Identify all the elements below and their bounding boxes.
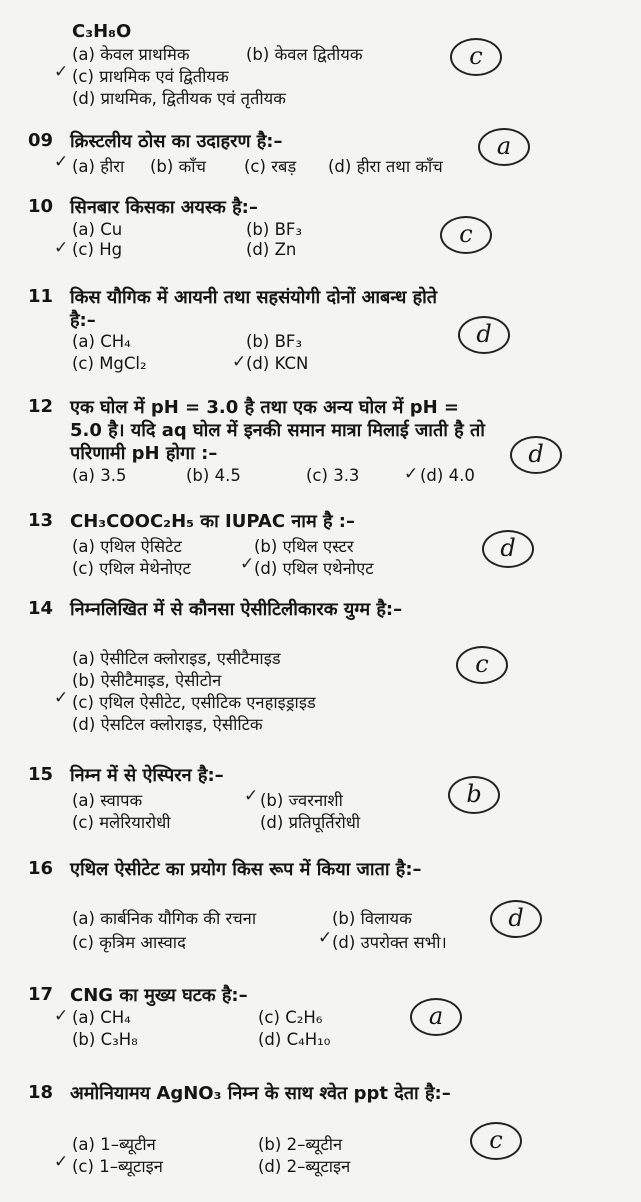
- question-text: क्रिस्टलीय ठोस का उदाहरण है:–: [70, 131, 283, 152]
- option-a: (a) 3.5: [72, 466, 127, 485]
- option-a: (a) CH₄: [72, 332, 131, 351]
- option-a: (a) 1–ब्यूटीन: [72, 1135, 156, 1154]
- option-c: (c) C₂H₆: [258, 1008, 323, 1027]
- option-a: (a) CH₄: [72, 1008, 131, 1027]
- question-formula: C₃H₈O: [72, 21, 132, 42]
- option-c: (c) एथिल मेथेनोएट: [72, 559, 191, 578]
- answer-circle: d: [490, 900, 542, 938]
- option-d: (d) 4.0: [420, 466, 475, 485]
- option-d: (d) ऐसटिल क्लोराइड, ऐसीटिक: [72, 715, 263, 734]
- tick-mark: ✓: [318, 928, 333, 948]
- option-a: (a) स्वापक: [72, 791, 143, 810]
- question-number: 14: [28, 598, 54, 619]
- option-c: (c) Hg: [72, 240, 123, 259]
- option-c: (c) MgCl₂: [72, 354, 147, 373]
- option-d: (d) Zn: [246, 240, 297, 259]
- question-number: 13: [28, 510, 54, 531]
- option-c: (c) रबड़: [244, 157, 297, 176]
- question-number: 16: [28, 858, 54, 879]
- tick-mark: ✓: [54, 688, 69, 708]
- option-b: (b) केवल द्वितीयक: [246, 45, 363, 64]
- question-text: किस यौगिक में आयनी तथा सहसंयोगी दोनों आबन्ध होते है:–: [70, 287, 438, 331]
- tick-mark: ✓: [404, 464, 419, 484]
- answer-circle: c: [470, 1122, 522, 1160]
- option-d: (d) उपरोक्त सभी।: [332, 933, 447, 952]
- question-number: 12: [28, 396, 54, 417]
- option-b: (b) काँच: [150, 157, 207, 176]
- answer-circle: c: [450, 38, 502, 76]
- tick-mark: ✓: [54, 62, 69, 82]
- option-d: (d) हीरा तथा काँच: [328, 157, 443, 176]
- option-b: (b) विलायक: [332, 909, 412, 928]
- question-number: 18: [28, 1082, 54, 1103]
- option-a: (a) हीरा: [72, 157, 125, 176]
- option-d: (d) प्राथमिक, द्वितीयक एवं तृतीयक: [72, 89, 286, 108]
- answer-circle: a: [478, 128, 530, 166]
- question-number: 11: [28, 286, 54, 307]
- question-number: 15: [28, 764, 54, 785]
- option-d: (d) एथिल एथेनोएट: [254, 559, 374, 578]
- option-d: (d) 2–ब्यूटाइन: [258, 1157, 351, 1176]
- tick-mark: ✓: [240, 554, 255, 574]
- option-a: (a) केवल प्राथमिक: [72, 45, 190, 64]
- option-b: (b) 2–ब्यूटीन: [258, 1135, 343, 1154]
- question-text: निम्नलिखित में से कौनसा ऐसीटिलीकारक युग्म है:–: [70, 599, 403, 620]
- question-text: निम्न में से ऐस्पिरन है:–: [70, 765, 224, 786]
- option-b: (b) BF₃: [246, 332, 303, 351]
- answer-circle: b: [448, 776, 500, 814]
- tick-mark: ✓: [54, 238, 69, 258]
- option-b: (b) BF₃: [246, 220, 303, 239]
- option-c: (c) एथिल ऐसीटेट, एसीटिक एनहाइड्राइड: [72, 693, 316, 712]
- option-c: (c) 1–ब्यूटाइन: [72, 1157, 163, 1176]
- option-a: (a) कार्बनिक यौगिक की रचना: [72, 909, 257, 928]
- option-b: (b) 4.5: [186, 466, 241, 485]
- question-text: सिनबार किसका अयस्क है:–: [70, 197, 258, 218]
- question-text: CH₃COOC₂H₅ का IUPAC नाम है :–: [70, 511, 355, 532]
- option-d: (d) C₄H₁₀: [258, 1030, 331, 1049]
- option-b: (b) ऐसीटैमाइड, ऐसीटोन: [72, 671, 222, 690]
- answer-circle: d: [510, 436, 562, 474]
- tick-mark: ✓: [54, 1152, 69, 1172]
- question-text: अमोनियामय AgNO₃ निम्न के साथ श्वेत ppt देता है:–: [70, 1083, 451, 1104]
- tick-mark: ✓: [54, 1006, 69, 1026]
- question-number: 17: [28, 984, 54, 1005]
- option-b: (b) एथिल एस्टर: [254, 537, 354, 556]
- answer-circle: c: [456, 646, 508, 684]
- option-b: (b) ज्वरनाशी: [260, 791, 343, 810]
- tick-mark: ✓: [54, 152, 69, 172]
- option-d: (d) KCN: [246, 354, 309, 373]
- option-c: (c) मलेरियारोधी: [72, 813, 171, 832]
- option-d: (d) प्रतिपूर्तिरोधी: [260, 813, 361, 832]
- question-text: एक घोल में pH = 3.0 है तथा एक अन्य घोल में pH = 5.0 है। यदि aq घोल में इनकी समान मात्रा मिलाई जाती है तो परिणामी pH होगा :–: [70, 397, 485, 464]
- tick-mark: ✓: [244, 786, 259, 806]
- answer-circle: a: [410, 998, 462, 1036]
- option-b: (b) C₃H₈: [72, 1030, 138, 1049]
- option-c: (c) प्राथमिक एवं द्वितीयक: [72, 67, 229, 86]
- option-a: (a) Cu: [72, 220, 123, 239]
- option-a: (a) एथिल ऐसिटेट: [72, 537, 182, 556]
- question-text: एथिल ऐसीटेट का प्रयोग किस रूप में किया जाता है:–: [70, 859, 422, 880]
- option-c: (c) कृत्रिम आस्वाद: [72, 933, 186, 952]
- answer-circle: d: [482, 530, 534, 568]
- question-number: 10: [28, 196, 54, 217]
- option-c: (c) 3.3: [306, 466, 360, 485]
- answer-circle: d: [458, 316, 510, 354]
- option-a: (a) ऐसीटिल क्लोराइड, एसीटैमाइड: [72, 649, 281, 668]
- question-number: 09: [28, 130, 54, 151]
- tick-mark: ✓: [232, 352, 247, 372]
- question-text: CNG का मुख्य घटक है:–: [70, 985, 248, 1006]
- answer-circle: c: [440, 216, 492, 254]
